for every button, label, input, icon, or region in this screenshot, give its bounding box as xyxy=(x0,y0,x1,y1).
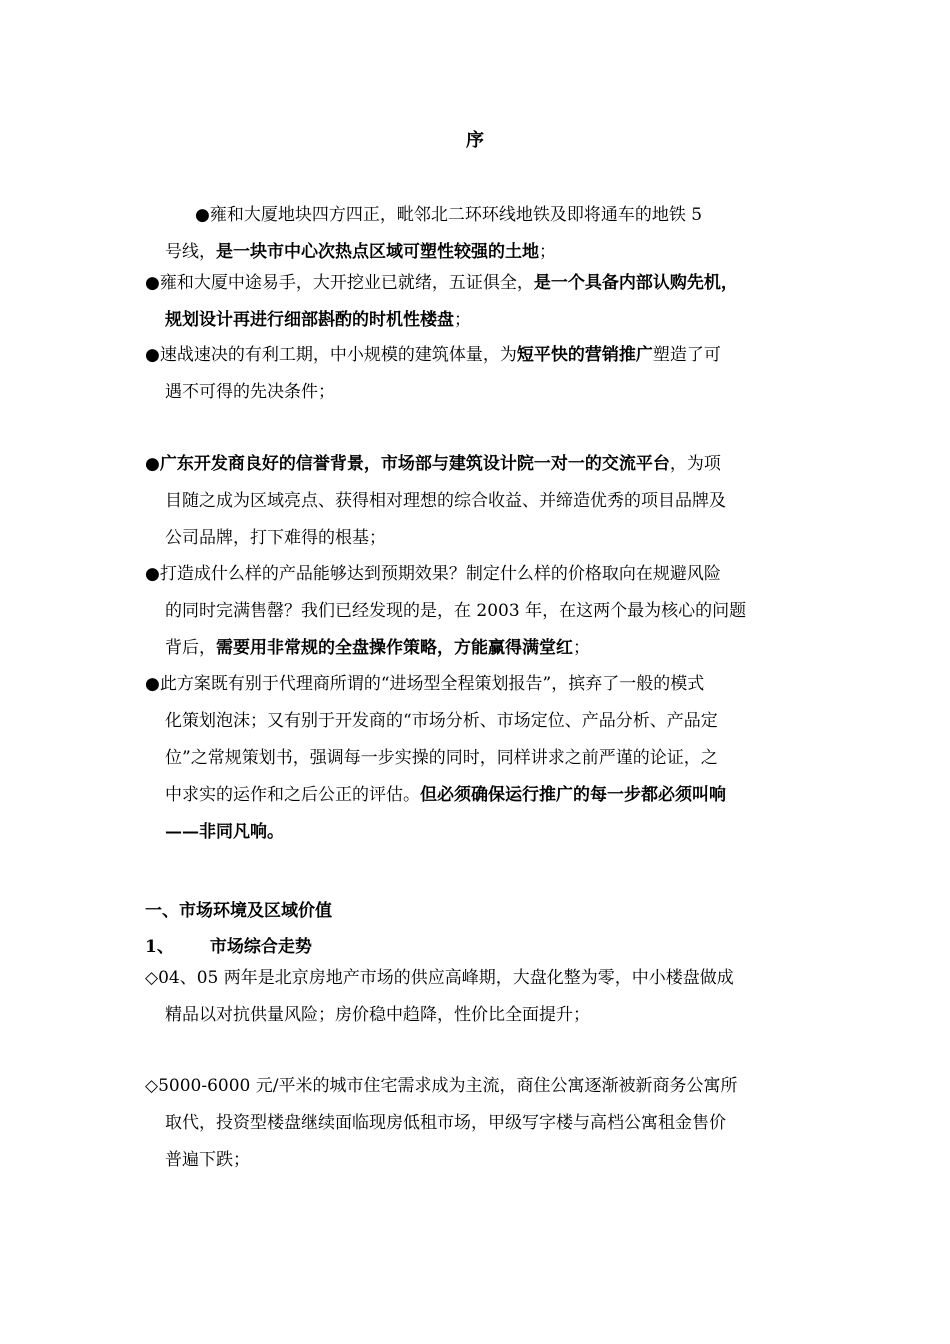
paragraph-line xyxy=(145,302,820,339)
text-run: ●雍和大厦中途易手，大开挖业已就绪，五证俱全， xyxy=(145,273,534,293)
subsection-number: 1、 xyxy=(145,937,174,957)
text-run: 普遍下跌； xyxy=(165,1150,250,1170)
paragraph-line xyxy=(145,960,820,997)
section-heading: 一、市场环境及区域价值 xyxy=(145,901,332,921)
text-run: 取代，投资型楼盘继续面临现房低租市场，甲级写字楼与高档公寓租金售价 xyxy=(165,1113,726,1133)
text-run: 化策划泡沫；又有别于开发商的“市场分析、市场定位、产品分析、产品定 xyxy=(165,711,718,731)
text-run: ●此方案既有别于代理商所谓的“进场型全程策划报告”，摈弃了一般的模式 xyxy=(145,674,705,694)
paragraph-2 xyxy=(145,265,820,339)
subsection-title: 市场综合走势 xyxy=(209,937,312,957)
paragraph-line xyxy=(145,1068,820,1105)
emphasis-text: 是一块市中心次热点区域可塑性较强的土地 xyxy=(216,242,539,262)
market-paragraph-1 xyxy=(145,960,820,1034)
paragraph-line xyxy=(145,593,820,630)
paragraph-line xyxy=(145,814,820,851)
text-run: 的同时完满售罄？我们已经发现的是，在 2003 年，在这两个最为核心的问题 xyxy=(165,601,747,621)
text-run: 号线， xyxy=(165,242,216,262)
paragraph-line xyxy=(145,197,820,234)
text-run: ◇5000-6000 元/平米的城市住宅需求成为主流，商住公寓逐渐被新商务公寓所 xyxy=(145,1076,738,1096)
paragraph-line xyxy=(145,777,820,814)
text-run: ●雍和大厦地块四方四正，毗邻北二环环线地铁及即将通车的地铁 5 xyxy=(195,205,703,225)
text-run: 位”之常规策划书，强调每一步实操的同时，同样讲求之前严谨的论证，之 xyxy=(165,748,718,768)
paragraph-line xyxy=(145,483,820,520)
paragraph-line xyxy=(145,997,820,1034)
paragraph-3 xyxy=(145,337,820,411)
paragraph-line xyxy=(145,446,820,483)
text-run: 遇不可得的先决条件； xyxy=(165,382,335,402)
paragraph-line xyxy=(145,374,820,411)
paragraph-line xyxy=(145,1105,820,1142)
paragraph-line xyxy=(145,630,820,667)
text-run: ； xyxy=(454,310,471,330)
text-run: ，为项 xyxy=(669,454,721,474)
emphasis-text: 规划设计再进行细部斟酌的时机性楼盘 xyxy=(165,310,454,330)
paragraph-4 xyxy=(145,446,820,557)
emphasis-text: ——非同凡响。 xyxy=(165,822,284,842)
paragraph-line xyxy=(145,740,820,777)
text-run: 目随之成为区域亮点、获得相对理想的综合收益、并缔造优秀的项目品牌及 xyxy=(165,491,726,511)
page-title: 序 xyxy=(466,130,484,151)
paragraph-6 xyxy=(145,666,820,851)
paragraph-line xyxy=(145,265,820,302)
paragraph-line xyxy=(145,666,820,703)
emphasis-text: 是一个具备内部认购先机， xyxy=(533,273,738,293)
text-run: ； xyxy=(539,242,556,262)
paragraph-line xyxy=(145,337,820,374)
text-run: ●打造成什么样的产品能够达到预期效果？制定什么样的价格取向在规避风险 xyxy=(145,564,721,584)
text-run: 中求实的运作和之后公正的评估。 xyxy=(165,785,420,805)
paragraph-5 xyxy=(145,556,820,667)
text-run: ●速战速决的有利工期，中小规模的建筑体量，为 xyxy=(145,345,517,365)
text-run: 背后， xyxy=(165,638,216,658)
bullet: ● xyxy=(145,454,160,474)
text-run: 塑造了可 xyxy=(652,345,721,365)
paragraph-line xyxy=(145,1142,820,1179)
paragraph-line xyxy=(145,520,820,557)
text-run: ◇04、05 两年是北京房地产市场的供应高峰期，大盘化整为零，中小楼盘做成 xyxy=(145,968,734,988)
text-run: 精品以对抗供量风险；房价稳中趋降，性价比全面提升； xyxy=(165,1005,590,1025)
text-run: ； xyxy=(573,638,590,658)
paragraph-line xyxy=(145,703,820,740)
subsection-heading xyxy=(145,932,312,957)
text-run: 公司品牌，打下难得的根基； xyxy=(165,528,386,548)
paragraph-line xyxy=(145,556,820,593)
emphasis-text: 短平快的营销推广 xyxy=(516,345,653,365)
paragraph-1 xyxy=(145,197,820,271)
emphasis-text: 广东开发商良好的信誉背景，市场部与建筑设计院一对一的交流平台 xyxy=(159,454,670,474)
market-paragraph-2 xyxy=(145,1068,820,1179)
emphasis-text: 需要用非常规的全盘操作策略，方能赢得满堂红 xyxy=(216,638,573,658)
emphasis-text: 但必须确保运行推广的每一步都必须叫响 xyxy=(420,785,726,805)
